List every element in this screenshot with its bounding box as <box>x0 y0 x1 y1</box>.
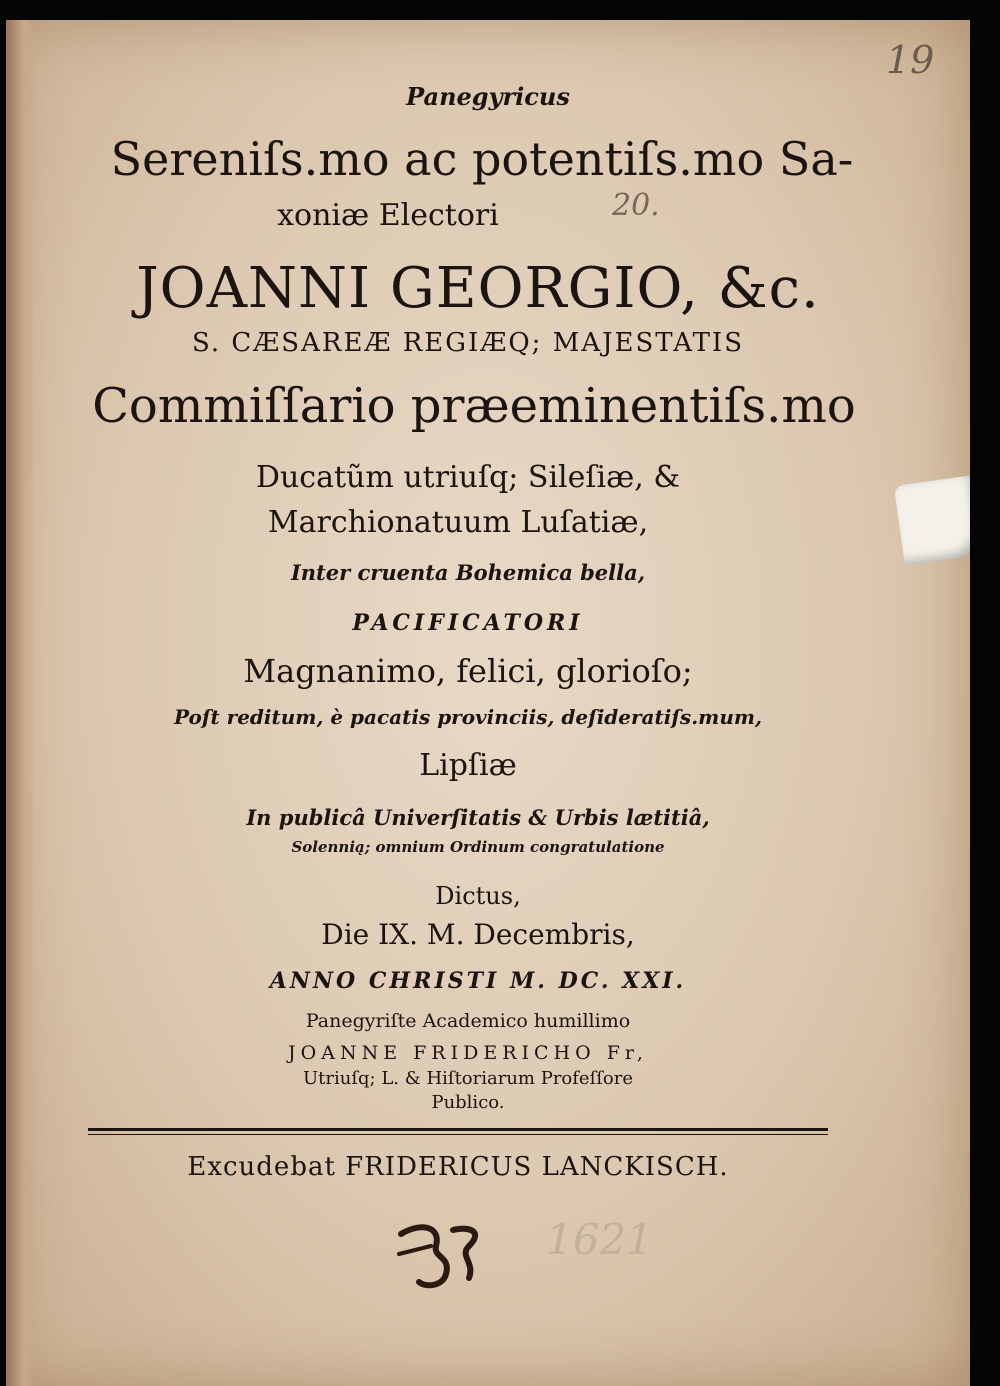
title-die-ix: Die IX. M. Decembris, <box>321 918 635 951</box>
title-joanni-georgio: JOANNI GEORGIO, &c. <box>136 256 820 321</box>
handwritten-folio-number: 19 <box>886 38 935 82</box>
title-commissario: Commiſſario præeminentiſs.mo <box>92 378 856 434</box>
document-page <box>6 20 970 1386</box>
handwritten-note-20: 20. <box>612 188 660 223</box>
author-professor: Utriuſq; L. & Hiſtoriarum Profeſſore <box>302 1068 634 1089</box>
title-post-reditum: Poſt reditum, è pacatis provinciis, deſideratiſs.mum, <box>174 705 762 729</box>
title-serenissimo: Sereniſs.mo ac potentiſs.mo Sa- <box>110 132 854 186</box>
double-rule-bottom <box>88 1134 828 1135</box>
title-in-publica: In publicâ Univerſitatis & Urbis lætitiâ, <box>246 805 710 830</box>
title-lipsiae: Lipſiæ <box>419 748 517 783</box>
author-publico: Publico. <box>431 1092 505 1113</box>
title-anno-christi: ANNO CHRISTI M. DC. XXI. <box>269 968 687 994</box>
author-panegyriste: Panegyriſte Academico humillimo <box>305 1010 631 1032</box>
title-caesareae-majestatis: S. CÆSAREÆ REGIÆQ; MAJESTATIS <box>191 328 745 358</box>
title-solennique: Solennią; omnium Ordinum congratulatione <box>291 838 665 856</box>
handwritten-year-faded: 1621 <box>546 1215 653 1264</box>
title-panegyricus: Panegyricus <box>406 82 570 111</box>
title-magnanimo: Magnanimo, felici, glorioſo; <box>243 652 693 690</box>
title-dictus: Dictus, <box>435 882 521 910</box>
title-inter-cruenta: Inter cruenta Bohemica bella, <box>290 560 646 585</box>
handwritten-signature-mark <box>391 1216 501 1296</box>
title-saxoniae-electori: xoniæ Electori <box>277 198 499 233</box>
title-ducatum: Ducatũm utriuſq; Sileſiæ, & <box>255 460 681 495</box>
title-marchionatuum: Marchionatuum Luſatiæ, <box>267 505 649 540</box>
printer-imprint: Excudebat FRIDERICUS LANCKISCH. <box>187 1152 729 1182</box>
double-rule-top <box>88 1128 828 1131</box>
title-pacificatori: PACIFICATORI <box>352 610 584 636</box>
author-name: JOANNE FRIDERICHO Fr, <box>288 1042 648 1064</box>
